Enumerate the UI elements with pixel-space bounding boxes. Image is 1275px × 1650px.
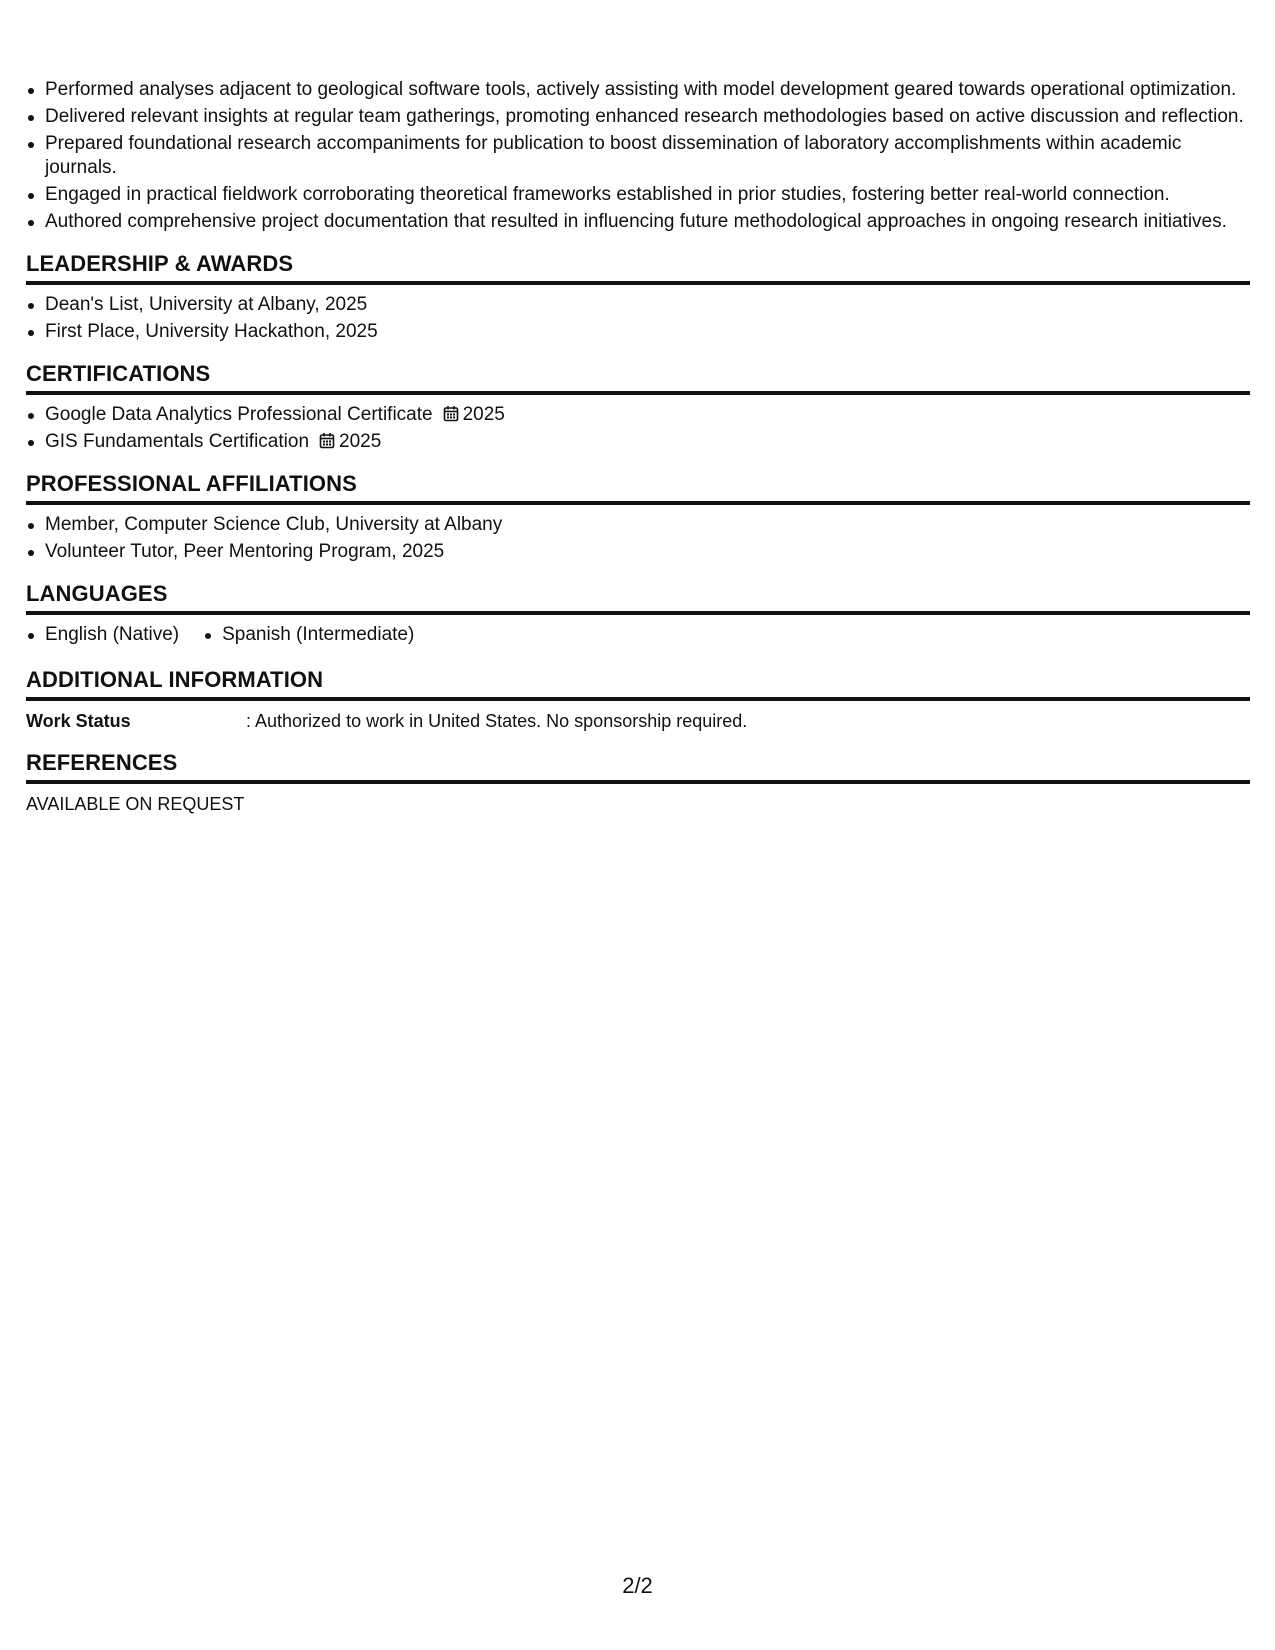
leadership-list — [26, 293, 1250, 344]
certification-date-group — [443, 404, 505, 425]
additional-info-heading: ADDITIONAL INFORMATION — [26, 666, 1250, 701]
certification-name: GIS Fundamentals Certification — [45, 431, 310, 452]
leadership-section — [26, 250, 1250, 344]
affiliations-list — [26, 513, 1250, 564]
language-item: English (Native) — [26, 623, 179, 647]
affiliation-item: Volunteer Tutor, Peer Mentoring Program, 2025 — [26, 540, 1250, 564]
affiliations-section — [26, 470, 1250, 564]
additional-info-section — [26, 666, 1250, 733]
languages-heading: LANGUAGES — [26, 580, 1250, 615]
languages-section — [26, 580, 1250, 650]
references-section — [26, 749, 1250, 816]
calendar-icon — [443, 405, 459, 422]
work-status-label: Work Status — [26, 711, 131, 731]
page-number: 2/2 — [622, 1573, 653, 1598]
calendar-icon — [319, 432, 335, 449]
language-item: Spanish (Intermediate) — [203, 623, 414, 647]
references-text: AVAILABLE ON REQUEST — [26, 794, 245, 814]
work-status-value: : Authorized to work in United States. No sponsorship required. — [246, 711, 748, 731]
certification-name: Google Data Analytics Professional Certificate — [45, 404, 433, 425]
affiliations-heading: PROFESSIONAL AFFILIATIONS — [26, 470, 1250, 505]
experience-bullet: Performed analyses adjacent to geological software tools, actively assisting with model development geared towards operational optimization. — [26, 78, 1250, 102]
certification-date-group — [319, 431, 381, 452]
certifications-heading: CERTIFICATIONS — [26, 360, 1250, 395]
certification-item — [26, 403, 1250, 427]
certification-item — [26, 430, 1250, 454]
certifications-list — [26, 403, 1250, 454]
affiliation-item: Member, Computer Science Club, University at Albany — [26, 513, 1250, 537]
experience-bullet-list — [26, 78, 1250, 234]
work-status-row — [26, 709, 1250, 733]
leadership-item: First Place, University Hackathon, 2025 — [26, 320, 1250, 344]
languages-list — [26, 623, 1250, 650]
experience-bullet: Engaged in practical fieldwork corroborating theoretical frameworks established in prior studies, fostering better real-world connection. — [26, 183, 1250, 207]
experience-bullet: Prepared foundational research accompaniments for publication to boost dissemination of laboratory accomplishments within academic journals. — [26, 132, 1250, 180]
resume-page — [26, 78, 1250, 816]
leadership-item: Dean's List, University at Albany, 2025 — [26, 293, 1250, 317]
certification-date: 2025 — [339, 431, 382, 452]
leadership-heading: LEADERSHIP & AWARDS — [26, 250, 1250, 285]
certification-date: 2025 — [462, 404, 505, 425]
references-heading: REFERENCES — [26, 749, 1250, 784]
experience-bullet: Delivered relevant insights at regular team gatherings, promoting enhanced research methodologies based on active discussion and reflection. — [26, 105, 1250, 129]
experience-bullet: Authored comprehensive project documentation that resulted in influencing future methodological approaches in ongoing research initiatives. — [26, 210, 1250, 234]
certifications-section — [26, 360, 1250, 454]
